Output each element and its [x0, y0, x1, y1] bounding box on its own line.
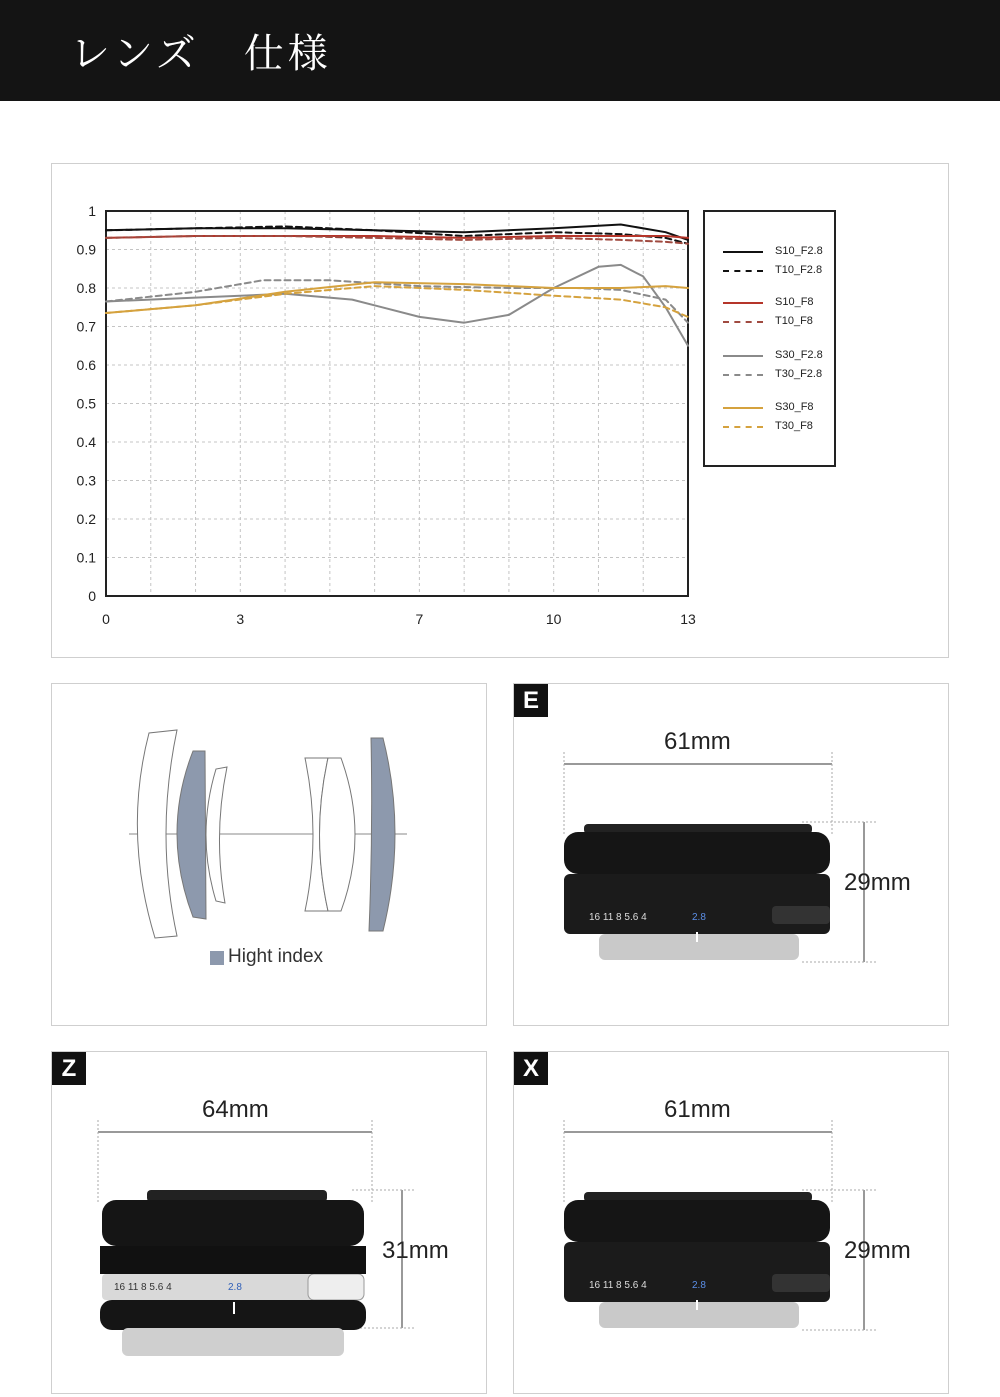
lens-body-lower — [100, 1246, 366, 1274]
legend-label: S30_F8 — [775, 401, 814, 413]
aperture-scale: 16 11 8 5.6 4 — [589, 1280, 647, 1291]
legend-label: T10_F8 — [775, 315, 813, 327]
lens-element-5 — [320, 758, 356, 911]
legend-item-t30-f28 — [723, 368, 833, 382]
legend-label: T30_F8 — [775, 420, 813, 432]
aperture-value-open: 2.8 — [692, 1280, 706, 1291]
legend-line — [723, 302, 763, 304]
legend-line — [723, 251, 763, 253]
x-tick-label: 10 — [545, 611, 562, 627]
y-tick-label: 0.9 — [76, 241, 96, 258]
lens-element-6-high-index — [369, 738, 395, 931]
legend-label: T30_F2.8 — [775, 368, 823, 380]
z-mount-panel — [51, 1051, 487, 1394]
legend-label: S10_F8 — [775, 296, 814, 308]
lens-illustration — [514, 684, 950, 1027]
legend-item-s10-f8 — [723, 296, 833, 310]
lens-focus-ring — [564, 1200, 830, 1242]
legend-item-t10-f8 — [723, 315, 833, 329]
legend-line — [723, 426, 763, 428]
y-tick-label: 0.1 — [76, 549, 96, 566]
width-dimension-label: 61mm — [664, 1096, 731, 1123]
height-dimension-label: 29mm — [844, 869, 911, 896]
mount-badge: Z — [52, 1052, 86, 1085]
legend-line — [723, 407, 763, 409]
aperture-value-open: 2.8 — [692, 912, 706, 923]
lens-focus-ring — [102, 1200, 364, 1246]
lens-aperture-ring — [564, 874, 830, 934]
y-tick-label: 0.5 — [76, 395, 96, 412]
high-index-label: Hight index — [228, 946, 324, 967]
x-tick-label: 13 — [680, 611, 696, 627]
lens-mount — [599, 934, 799, 960]
aperture-scale: 16 11 8 5.6 4 — [114, 1282, 172, 1293]
chart-legend — [703, 210, 836, 467]
legend-label: S30_F2.8 — [775, 349, 823, 361]
lens-illustration — [514, 1052, 950, 1395]
legend-item-t30-f8 — [723, 420, 833, 434]
series-line-t30-f8 — [106, 286, 688, 317]
x-tick-label: 3 — [236, 611, 245, 627]
page-title: レンズ 仕様 — [70, 31, 332, 77]
legend-item-s30-f28 — [723, 349, 833, 363]
lens-mount-ring — [122, 1328, 344, 1356]
lens-element-2-high-index — [177, 751, 206, 919]
y-tick-label: 0 — [88, 588, 96, 604]
x-mount-panel — [513, 1051, 949, 1394]
legend-line — [723, 270, 763, 272]
lens-mount — [599, 1302, 799, 1328]
legend-line — [723, 374, 763, 376]
y-tick-label: 0.2 — [76, 511, 96, 527]
width-dimension-label: 64mm — [202, 1096, 269, 1123]
y-tick-label: 0.8 — [76, 280, 96, 296]
legend-line — [723, 321, 763, 323]
mount-badge: E — [514, 684, 548, 717]
aperture-value-open: 2.8 — [228, 1282, 242, 1293]
y-tick-label: 0.4 — [76, 434, 96, 450]
lens-aperture-tab — [772, 1274, 830, 1292]
y-tick-label: 1 — [88, 203, 96, 219]
legend-label: T10_F2.8 — [775, 264, 823, 276]
width-dimension-label: 61mm — [664, 728, 731, 755]
mount-badge: X — [514, 1052, 548, 1085]
legend-item-s30-f8 — [723, 401, 833, 415]
lens-element-diagram — [51, 683, 487, 1026]
y-tick-label: 0.3 — [76, 472, 96, 489]
legend-line — [723, 355, 763, 357]
lens-aperture-ring — [564, 1242, 830, 1302]
aperture-scale: 16 11 8 5.6 4 — [589, 912, 647, 923]
x-tick-label: 0 — [102, 611, 110, 627]
y-tick-label: 0.6 — [76, 357, 96, 373]
x-tick-label: 7 — [415, 611, 424, 627]
legend-item-s10-f28 — [723, 245, 833, 259]
lens-element-3 — [206, 767, 227, 903]
legend-label: S10_F2.8 — [775, 245, 823, 257]
e-mount-panel — [513, 683, 949, 1026]
lens-aperture-tab — [772, 906, 830, 924]
legend-item-t10-f28 — [723, 264, 833, 278]
lens-focus-ring — [564, 832, 830, 874]
lens-illustration — [52, 1052, 488, 1395]
height-dimension-label: 31mm — [382, 1237, 449, 1264]
high-index-swatch — [210, 951, 224, 965]
height-dimension-label: 29mm — [844, 1237, 911, 1264]
y-tick-label: 0.7 — [76, 318, 96, 335]
lens-aperture-tab — [308, 1274, 364, 1300]
